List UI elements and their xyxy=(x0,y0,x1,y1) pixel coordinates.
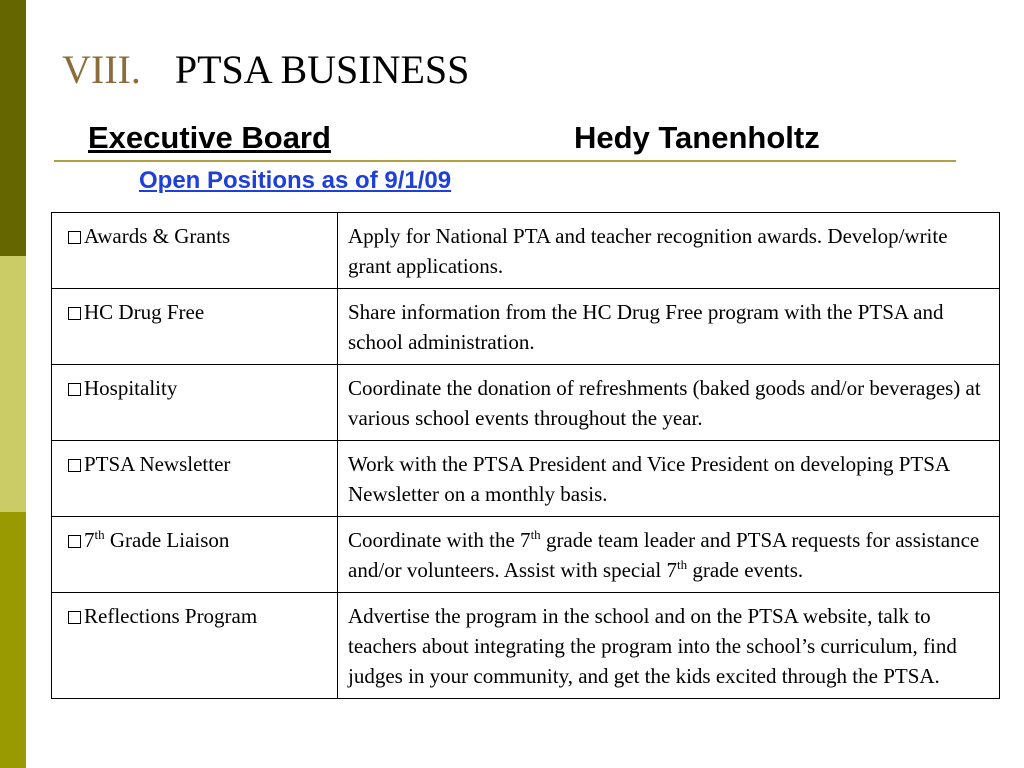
ordinal-suffix: th xyxy=(530,527,541,542)
table-row xyxy=(52,517,1000,593)
position-name: Reflections Program xyxy=(84,604,258,628)
position-name-cell xyxy=(52,517,338,593)
position-name-rest: Grade Liaison xyxy=(104,528,230,552)
position-name: PTSA Newsletter xyxy=(84,452,231,476)
sidebar-band-mid xyxy=(0,512,26,768)
position-name xyxy=(84,528,229,552)
position-description: Share information from the HC Drug Free program with the PTSA and school administration. xyxy=(338,289,1000,365)
open-positions-heading: Open Positions as of 9/1/09 xyxy=(139,167,452,194)
description-part: Coordinate with the 7 xyxy=(348,528,531,552)
table-row xyxy=(52,213,1000,289)
table-row xyxy=(52,593,1000,699)
checkbox-square-icon xyxy=(68,307,81,320)
position-name-cell xyxy=(52,289,338,365)
ordinal-suffix: th xyxy=(676,557,688,572)
checkbox-square-icon xyxy=(68,231,81,244)
sidebar-band-dark xyxy=(0,0,26,256)
slide-title xyxy=(62,46,469,94)
position-description: Apply for National PTA and teacher recognition awards. Develop/write grant applications. xyxy=(338,213,1000,289)
position-description xyxy=(338,517,1000,593)
sidebar-band-light xyxy=(0,256,26,512)
position-description: Advertise the program in the school and on the PTSA website, talk to teachers about integrating the program into the school’s curriculum, find judges in your community, and get the kids excited through the PTSA. xyxy=(338,593,1000,699)
description-part: grade team leader and PTSA requests for assistance and/or volunteers. Assist with special 7 xyxy=(348,528,980,582)
ordinal-suffix: th xyxy=(94,527,105,542)
checkbox-square-icon xyxy=(68,459,81,472)
position-name-cell xyxy=(52,593,338,699)
table-row xyxy=(52,365,1000,441)
position-description: Coordinate the donation of refreshments (baked goods and/or beverages) at various school events throughout the year. xyxy=(338,365,1000,441)
section-number: VIII. xyxy=(62,47,141,92)
checkbox-square-icon xyxy=(68,611,81,624)
position-name: HC Drug Free xyxy=(84,300,205,324)
header-divider xyxy=(54,160,956,162)
position-name: Awards & Grants xyxy=(84,224,231,248)
positions-table xyxy=(51,212,1000,699)
position-name-cell xyxy=(52,441,338,517)
contact-person-name: Hedy Tanenholtz xyxy=(574,120,820,155)
table-row xyxy=(52,441,1000,517)
section-title: PTSA BUSINESS xyxy=(174,47,470,92)
checkbox-square-icon xyxy=(68,383,81,396)
position-name-cell xyxy=(52,365,338,441)
table-row xyxy=(52,289,1000,365)
position-name-cell xyxy=(52,213,338,289)
executive-board-heading: Executive Board xyxy=(88,120,331,155)
checkbox-square-icon xyxy=(68,535,81,548)
position-description: Work with the PTSA President and Vice President on developing PTSA Newsletter on a monthly basis. xyxy=(338,441,1000,517)
grade-number: 7 xyxy=(84,528,95,552)
position-name: Hospitality xyxy=(84,376,178,400)
description-part: grade events. xyxy=(687,558,804,582)
